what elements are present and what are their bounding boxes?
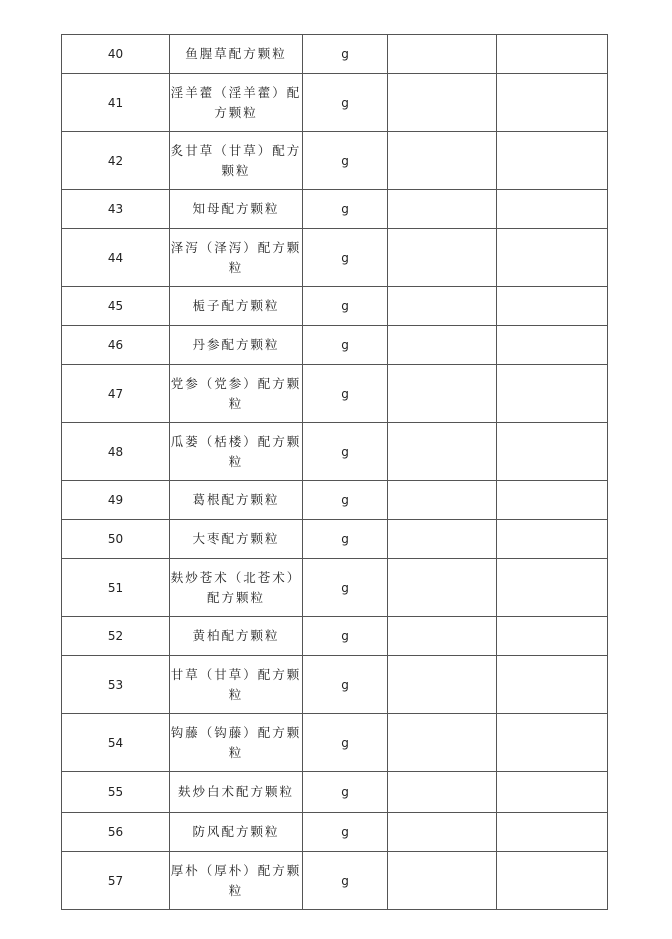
- row-number: 55: [62, 772, 170, 813]
- empty-cell: [388, 520, 497, 559]
- row-number: 52: [62, 617, 170, 656]
- unit-cell: g: [303, 852, 388, 910]
- unit-cell: g: [303, 617, 388, 656]
- item-name: 党参（党参）配方颗粒: [170, 365, 303, 423]
- granule-table: [61, 34, 608, 910]
- item-name: 栀子配方颗粒: [170, 287, 303, 326]
- empty-cell: [388, 481, 497, 520]
- empty-cell: [497, 35, 608, 74]
- item-name: 鱼腥草配方颗粒: [170, 35, 303, 74]
- empty-cell: [497, 287, 608, 326]
- item-name: 淫羊藿（淫羊藿）配方颗粒: [170, 74, 303, 132]
- empty-cell: [497, 714, 608, 772]
- empty-cell: [388, 74, 497, 132]
- unit-cell: g: [303, 520, 388, 559]
- empty-cell: [388, 287, 497, 326]
- unit-cell: g: [303, 229, 388, 287]
- empty-cell: [388, 365, 497, 423]
- table-row: [62, 852, 608, 910]
- row-number: 40: [62, 35, 170, 74]
- empty-cell: [497, 190, 608, 229]
- table-row: [62, 423, 608, 481]
- item-name: 葛根配方颗粒: [170, 481, 303, 520]
- empty-cell: [497, 852, 608, 910]
- item-name: 甘草（甘草）配方颗粒: [170, 656, 303, 714]
- unit-cell: g: [303, 132, 388, 190]
- item-name: 钩藤（钩藤）配方颗粒: [170, 714, 303, 772]
- item-name: 知母配方颗粒: [170, 190, 303, 229]
- row-number: 54: [62, 714, 170, 772]
- item-name: 大枣配方颗粒: [170, 520, 303, 559]
- item-name: 丹参配方颗粒: [170, 326, 303, 365]
- empty-cell: [497, 74, 608, 132]
- table-row: [62, 481, 608, 520]
- table-row: [62, 714, 608, 772]
- table-row: [62, 326, 608, 365]
- row-number: 51: [62, 559, 170, 617]
- empty-cell: [388, 714, 497, 772]
- empty-cell: [497, 559, 608, 617]
- unit-cell: g: [303, 35, 388, 74]
- empty-cell: [497, 617, 608, 656]
- empty-cell: [388, 35, 497, 74]
- table-row: [62, 287, 608, 326]
- table-row: [62, 772, 608, 813]
- empty-cell: [497, 772, 608, 813]
- empty-cell: [388, 132, 497, 190]
- unit-cell: g: [303, 813, 388, 852]
- row-number: 47: [62, 365, 170, 423]
- item-name: 黄柏配方颗粒: [170, 617, 303, 656]
- table-row: [62, 813, 608, 852]
- unit-cell: g: [303, 481, 388, 520]
- empty-cell: [497, 423, 608, 481]
- item-name: 麸炒白术配方颗粒: [170, 772, 303, 813]
- table-row: [62, 656, 608, 714]
- row-number: 43: [62, 190, 170, 229]
- empty-cell: [497, 520, 608, 559]
- row-number: 56: [62, 813, 170, 852]
- empty-cell: [388, 656, 497, 714]
- row-number: 46: [62, 326, 170, 365]
- unit-cell: g: [303, 772, 388, 813]
- table-row: [62, 190, 608, 229]
- row-number: 41: [62, 74, 170, 132]
- row-number: 53: [62, 656, 170, 714]
- empty-cell: [388, 423, 497, 481]
- row-number: 49: [62, 481, 170, 520]
- unit-cell: g: [303, 74, 388, 132]
- empty-cell: [497, 656, 608, 714]
- table-row: [62, 617, 608, 656]
- unit-cell: g: [303, 365, 388, 423]
- empty-cell: [388, 772, 497, 813]
- unit-cell: g: [303, 656, 388, 714]
- unit-cell: g: [303, 559, 388, 617]
- empty-cell: [497, 481, 608, 520]
- table-row: [62, 559, 608, 617]
- row-number: 57: [62, 852, 170, 910]
- empty-cell: [388, 326, 497, 365]
- table-row: [62, 35, 608, 74]
- item-name: 瓜蒌（栝楼）配方颗粒: [170, 423, 303, 481]
- unit-cell: g: [303, 423, 388, 481]
- table-row: [62, 229, 608, 287]
- empty-cell: [388, 229, 497, 287]
- granule-table-body: [62, 35, 608, 910]
- empty-cell: [388, 190, 497, 229]
- item-name: 厚朴（厚朴）配方颗粒: [170, 852, 303, 910]
- row-number: 45: [62, 287, 170, 326]
- empty-cell: [497, 229, 608, 287]
- unit-cell: g: [303, 326, 388, 365]
- empty-cell: [388, 813, 497, 852]
- item-name: 麸炒苍术（北苍术）配方颗粒: [170, 559, 303, 617]
- row-number: 44: [62, 229, 170, 287]
- empty-cell: [388, 852, 497, 910]
- empty-cell: [497, 326, 608, 365]
- item-name: 防风配方颗粒: [170, 813, 303, 852]
- empty-cell: [388, 617, 497, 656]
- row-number: 42: [62, 132, 170, 190]
- table-row: [62, 74, 608, 132]
- table-row: [62, 365, 608, 423]
- item-name: 泽泻（泽泻）配方颗粒: [170, 229, 303, 287]
- table-row: [62, 132, 608, 190]
- item-name: 炙甘草（甘草）配方颗粒: [170, 132, 303, 190]
- row-number: 48: [62, 423, 170, 481]
- empty-cell: [497, 365, 608, 423]
- unit-cell: g: [303, 287, 388, 326]
- empty-cell: [497, 132, 608, 190]
- row-number: 50: [62, 520, 170, 559]
- table-row: [62, 520, 608, 559]
- unit-cell: g: [303, 714, 388, 772]
- empty-cell: [388, 559, 497, 617]
- empty-cell: [497, 813, 608, 852]
- unit-cell: g: [303, 190, 388, 229]
